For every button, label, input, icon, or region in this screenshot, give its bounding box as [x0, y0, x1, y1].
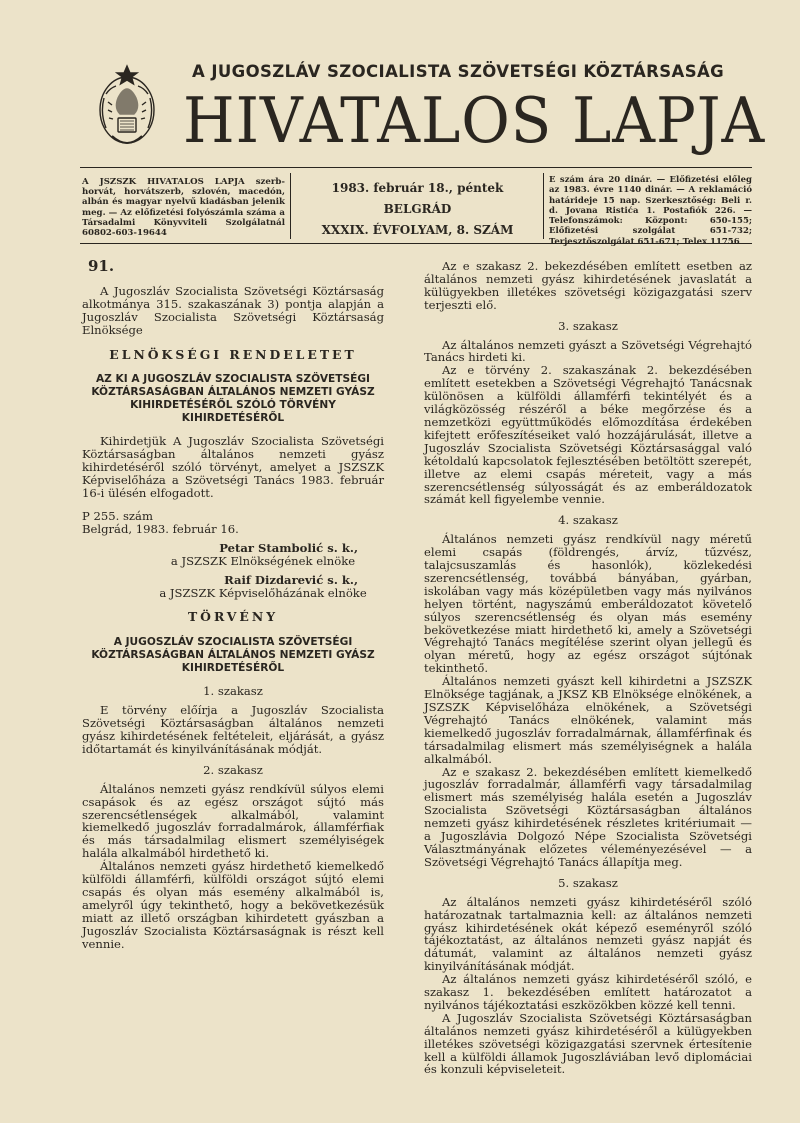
decree-heading: ELNÖKSÉGI RENDELETET [109, 346, 357, 362]
decree-title: AZ KI A JUGOSZLÁV SZOCIALISTA SZÖVETSÉGI KÖZTÁRSASÁGBAN ÁLTALÁNOS NEMZETI GYÁSZ KIHIRDETÉSÉRŐL SZÓLÓ TÖRVÉNY KIHIRDETÉSÉRŐL [91, 373, 375, 425]
issue-date: 1983. február 18., péntek [331, 181, 504, 195]
subscription-info: E szám ára 20 dinár. — Előfizetési előleg az 1983. évre 1140 dinár. — A reklamáció határideje 15 nap. Szerkesztőség: Beli r. d. Jovana Ristića 1. Postafiók 226. — Telefonszámok: Központ: 650-155; Előfizetési szolgálat 651-732; Terjesztőszolgálat 651-671; Telex 11756 [549, 175, 752, 247]
section-1-paragraph: E törvény előírja a Jugoszláv Szocialista Szövetségi Köztársaságban általános nemzeti gyász kihirdetésének feltételeit, eljárását, a gyász időtartamát és kinyilvánításának módját. [82, 703, 384, 756]
right-column [424, 260, 752, 1076]
section-3-paragraph-1: Az általános nemzeti gyászt a Szövetségi Végrehajtó Tanács hirdeti ki. [424, 337, 752, 365]
section-3-paragraph-2: Az e törvény 2. szakaszának 2. bekezdésében említett esetekben a Szövetségi Végrehajtó Tanácsnak különösen a külföldi államférfi tekintélyét és a világközösség részéről a béke megőrzése és a nemzetközi együttműködés előmozdítása érdekében kifejtett erőfeszítéseiket való hozzájárulását, illetve a Jugoszláv Szocialista Szövetségi Köztársasággal való kétoldalú kapcsolatok fejlesztésében betöltött szerepét, illetve az elemi csapás méreteit, vagy a más szerencsétlenség súlyosságát és az emberáldozatok számát kell figyelembe vennie. [424, 363, 752, 507]
item-number: 91. [88, 257, 115, 275]
republic-name: A JUGOSZLÁV SZOCIALISTA SZÖVETSÉGI KÖZTÁRSASÁG [192, 62, 725, 81]
section-4-paragraph-3: Az e szakasz 2. bekezdésében említett kiemelkedő jugoszláv forradalmár, államférfi vagy társadalmilag elismert más személyiség halála esetén a Jugoszláv Szocialista Szövetségi Köztársaságban általános nemzeti gyász kihirdetésének részletes kritériumait — a Jugoszlávia Dolgozó Népe Szocialista Szövetségi Választmányának előzetes véleményezésével — a Szövetségi Végrehajtó Tanács állapítja meg. [424, 764, 752, 869]
section-5-paragraph-3: A Jugoszláv Szocialista Szövetségi Köztársaságban általános nemzeti gyász kihirdetéséről a külügyekben illetékes szövetségi közigazgatási szervnek értesítenie kell a külföldi államok Jugoszláviában levő diplomáciai és konzuli képviseleteit. [424, 1010, 752, 1077]
law-heading: TÖRVÉNY [187, 609, 279, 625]
publication-info: A JSZSZK HIVATALOS LAPJA szerb-horvát, horvátszerb, szlovén, macedón, albán és magyar nyelvű kiadásban jelenik meg. — Az előfizetési folyószámla száma a Társadalmi Könyvviteli Szolgálatnál 60802-603-19644 [82, 177, 285, 239]
signatory-2-role: a JSZSZK Képviselőházának elnöke [159, 585, 367, 600]
signatory-2-name: Raif Dizdarević s. k., [224, 572, 358, 587]
state-emblem-icon [96, 58, 158, 156]
section-2-heading: 2. szakasz [203, 762, 263, 777]
section-4-heading: 4. szakasz [558, 513, 618, 528]
section-4-paragraph-2: Általános nemzeti gyászt kell kihirdetni a JSZSZK Elnöksége tagjának, a JKSZ KB Elnöksége elnökének, a JSZSZK Képviselőháza elnökének, a Szövetségi Végrehajtó Tanács elnökének, valamint más kiemelkedő jugoszláv forradalmárnak, államférfinak és társadalmilag elismert más személyiségnek a halála alkalmából. [424, 674, 752, 766]
section-1-heading: 1. szakasz [203, 684, 263, 699]
issue-city: BELGRÁD [383, 202, 452, 216]
left-column [82, 257, 384, 951]
signatory-1-role: a JSZSZK Elnökségének elnöke [170, 553, 356, 568]
preamble: A Jugoszláv Szocialista Szövetségi Köztársaság alkotmánya 315. szakaszának 3) pontja alapján a Jugoszláv Szocialista Szövetségi Köztársaság Elnöksége [82, 283, 384, 337]
decree-body: Kihirdetjük A Jugoszláv Szocialista Szövetségi Köztársaságban általános nemzeti gyász kihirdetéséről szóló törvényt, amelyet a JSZSZK Képviselőháza a Szövetségi Tanács 1983. február 16-i ülésén elfogadott. [82, 434, 384, 501]
section-5-paragraph-1: Az általános nemzeti gyász kihirdetéséről szóló határozatnak tartalmaznia kell: az általános nemzeti gyász kihirdetésének okát képező eseményről szóló tájékoztatást, az általános nemzeti gyász napját és dátumát, valamint az általános nemzeti gyász kinyilvánításának módját. [424, 894, 752, 974]
section-5-paragraph-2: Az általános nemzeti gyász kihirdetéséről szóló, e szakasz 1. bekezdésében említett határozatot a nyilvános tájékoztatási eszközökben közzé kell tenni. [424, 972, 752, 1012]
law-title: A JUGOSZLÁV SZOCIALISTA SZÖVETSÉGI KÖZTÁRSASÁGBAN ÁLTALÁNOS NEMZETI GYÁSZ KIHIRDETÉSÉRŐL [91, 636, 375, 675]
place-date: Belgrád, 1983. február 16. [82, 521, 239, 536]
header-divider-left [290, 173, 291, 239]
section-5-heading: 5. szakasz [558, 875, 618, 890]
page-title: HIVATALOS LAPJA [183, 84, 766, 157]
section-3-heading: 3. szakasz [558, 318, 618, 333]
section-2-paragraph-2: Általános nemzeti gyász hirdethető kiemelkedő külföldi államférfi, külföldi országot sújtó elemi csapás és olyan más esemény alkalmából is, amelyről úgy tekinthető, hogy a bekövetkezésük miatt az illető országban kihirdetett gyászban a Jugoszláv Szocialista Köztársaságnak is részt kell vennie. [82, 859, 384, 951]
issue-info [296, 178, 539, 241]
signatory-1-name: Petar Stambolić s. k., [219, 540, 358, 555]
issue-volume: XXXIX. ÉVFOLYAM, 8. SZÁM [321, 223, 514, 237]
header-divider-right [543, 173, 544, 239]
reference-number: P 255. szám [82, 508, 153, 523]
section-2-paragraph-1: Általános nemzeti gyász rendkívül súlyos elemi csapások és az egész országot sújtó más szerencsétlenségek alkalmából, valamint kiemelkedő jugoszláv forradalmárok, államférfiak és más társadalmilag elismert személyiségek halála alkalmából hirdethető ki. [82, 781, 384, 861]
section-4-paragraph-1: Általános nemzeti gyász rendkívül nagy méretű elemi csapás (földrengés, árvíz, tűzvész, talajcsuszamlás és hasonlók), közlekedési szerencsétlenség, továbbá bányában, gyárban, iskolában vagy más középületben vagy más nyilvános helyen történt, nagyszámú emberáldozatot követelő súlyos szerencsétlenség és olyan más esemény bekövetkezése miatt hirdethető ki, amely a Szövetségi Végrehajtó Tanács megítélése szerint olyan jellegű és olyan méretű, hogy az egész országot sújtónak tekinthető. [424, 532, 752, 676]
header-rule-top [80, 167, 752, 168]
header-rule-bottom [80, 243, 752, 244]
section-2-paragraph-3: Az e szakasz 2. bekezdésében említett esetben az általános nemzeti gyász kihirdetésének javaslatát a külügyekben illetékes szövetségi közigazgatási szerv terjeszti elő. [424, 259, 752, 312]
